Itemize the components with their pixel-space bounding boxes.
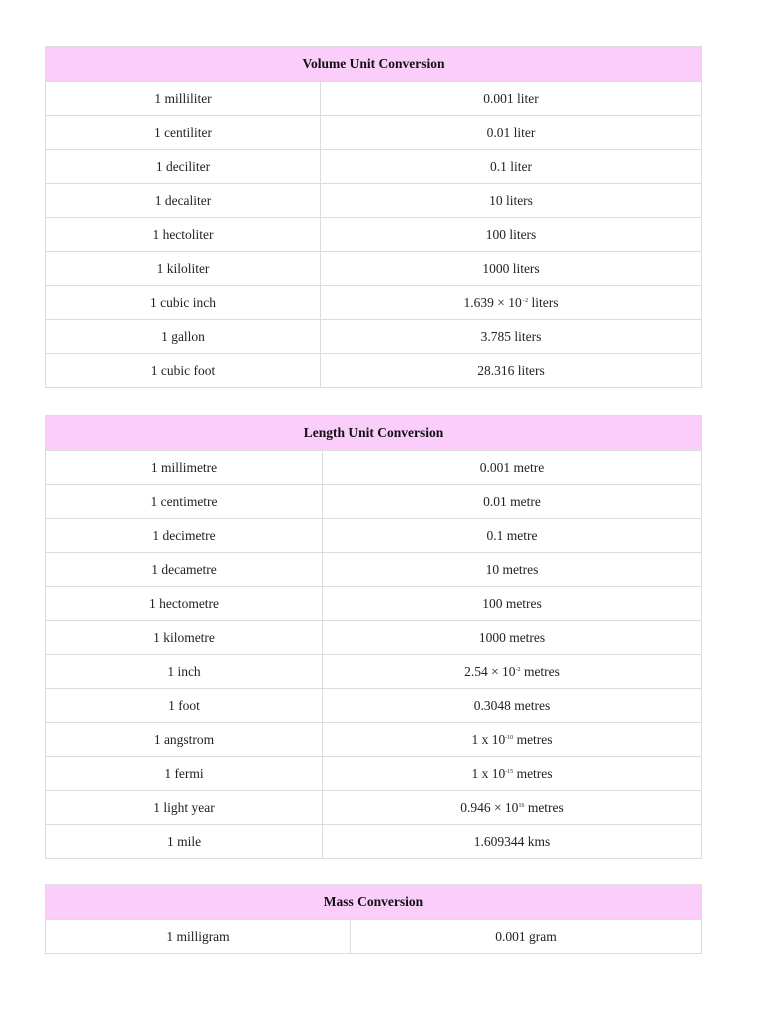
table-row <box>46 320 702 354</box>
unit-cell: 1 gallon <box>46 320 321 354</box>
table-row <box>46 621 702 655</box>
unit-cell: 1 deciliter <box>46 150 321 184</box>
table-row <box>46 286 702 320</box>
unit-cell: 1 inch <box>46 655 323 689</box>
value-exponent: −2 <box>521 297 529 304</box>
value-cell <box>323 757 702 791</box>
value-base: 1 x 10 <box>471 765 506 781</box>
unit-cell: 1 hectoliter <box>46 218 321 252</box>
table-row <box>46 920 702 954</box>
value-cell: 0.01 metre <box>323 485 702 519</box>
value-unit-suffix: metres <box>513 765 553 781</box>
value-cell: 0.1 metre <box>323 519 702 553</box>
value-base: 1.639 × 10 <box>463 294 522 310</box>
value-exponent: -10 <box>505 734 514 741</box>
unit-cell: 1 decaliter <box>46 184 321 218</box>
value-exponent: -15 <box>505 768 514 775</box>
table-row <box>46 218 702 252</box>
unit-cell: 1 centiliter <box>46 116 321 150</box>
table-row <box>46 82 702 116</box>
unit-cell: 1 millimetre <box>46 451 323 485</box>
value-cell: 100 metres <box>323 587 702 621</box>
unit-cell: 1 foot <box>46 689 323 723</box>
length-table-body <box>46 451 702 859</box>
value-cell: 0.01 liter <box>321 116 702 150</box>
mass-table-body <box>46 920 702 954</box>
value-cell: 10 liters <box>321 184 702 218</box>
unit-cell: 1 kilometre <box>46 621 323 655</box>
table-row <box>46 825 702 859</box>
table-row <box>46 655 702 689</box>
volume-table-body <box>46 82 702 388</box>
table-row <box>46 757 702 791</box>
unit-cell: 1 mile <box>46 825 323 859</box>
value-cell <box>323 723 702 757</box>
value-cell: 0.3048 metres <box>323 689 702 723</box>
value-cell: 0.001 metre <box>323 451 702 485</box>
table-row <box>46 116 702 150</box>
unit-cell: 1 angstrom <box>46 723 323 757</box>
value-exponent: 16 <box>518 802 525 809</box>
unit-cell: 1 decametre <box>46 553 323 587</box>
value-unit-suffix: metres <box>513 731 553 747</box>
table-row <box>46 184 702 218</box>
table-row <box>46 791 702 825</box>
unit-cell: 1 centimetre <box>46 485 323 519</box>
unit-cell: 1 decimetre <box>46 519 323 553</box>
value-cell <box>323 655 702 689</box>
value-cell: 1000 liters <box>321 252 702 286</box>
unit-cell: 1 milligram <box>46 920 351 954</box>
unit-cell: 1 cubic foot <box>46 354 321 388</box>
value-cell: 100 liters <box>321 218 702 252</box>
table-row <box>46 519 702 553</box>
value-base: 0.946 × 10 <box>460 799 519 815</box>
value-cell: 1.609344 kms <box>323 825 702 859</box>
unit-cell: 1 hectometre <box>46 587 323 621</box>
length-conversion-table <box>45 415 702 859</box>
table-row <box>46 485 702 519</box>
value-cell: 3.785 liters <box>321 320 702 354</box>
mass-conversion-table <box>45 884 702 954</box>
mass-table-title: Mass Conversion <box>46 885 702 920</box>
value-cell: 1000 metres <box>323 621 702 655</box>
table-header-row <box>46 885 702 920</box>
unit-cell: 1 cubic inch <box>46 286 321 320</box>
unit-cell: 1 fermi <box>46 757 323 791</box>
value-cell: 0.001 gram <box>351 920 702 954</box>
value-unit-suffix: metres <box>520 663 560 679</box>
unit-cell: 1 milliliter <box>46 82 321 116</box>
value-cell: 0.001 liter <box>321 82 702 116</box>
table-row <box>46 354 702 388</box>
value-cell <box>321 286 702 320</box>
volume-table-title: Volume Unit Conversion <box>46 47 702 82</box>
value-cell <box>323 791 702 825</box>
table-row <box>46 451 702 485</box>
value-exponent: -2 <box>515 666 521 673</box>
value-cell: 0.1 liter <box>321 150 702 184</box>
table-header-row <box>46 47 702 82</box>
length-table-title: Length Unit Conversion <box>46 416 702 451</box>
value-unit-suffix: metres <box>524 799 564 815</box>
unit-cell: 1 light year <box>46 791 323 825</box>
value-cell: 10 metres <box>323 553 702 587</box>
volume-conversion-table <box>45 46 702 388</box>
table-row <box>46 252 702 286</box>
table-row <box>46 689 702 723</box>
table-row <box>46 587 702 621</box>
unit-cell: 1 kiloliter <box>46 252 321 286</box>
value-unit-suffix: liters <box>528 294 559 310</box>
table-header-row <box>46 416 702 451</box>
value-base: 2.54 × 10 <box>464 663 516 679</box>
value-base: 1 x 10 <box>471 731 506 747</box>
table-row <box>46 150 702 184</box>
table-row <box>46 723 702 757</box>
table-row <box>46 553 702 587</box>
value-cell: 28.316 liters <box>321 354 702 388</box>
